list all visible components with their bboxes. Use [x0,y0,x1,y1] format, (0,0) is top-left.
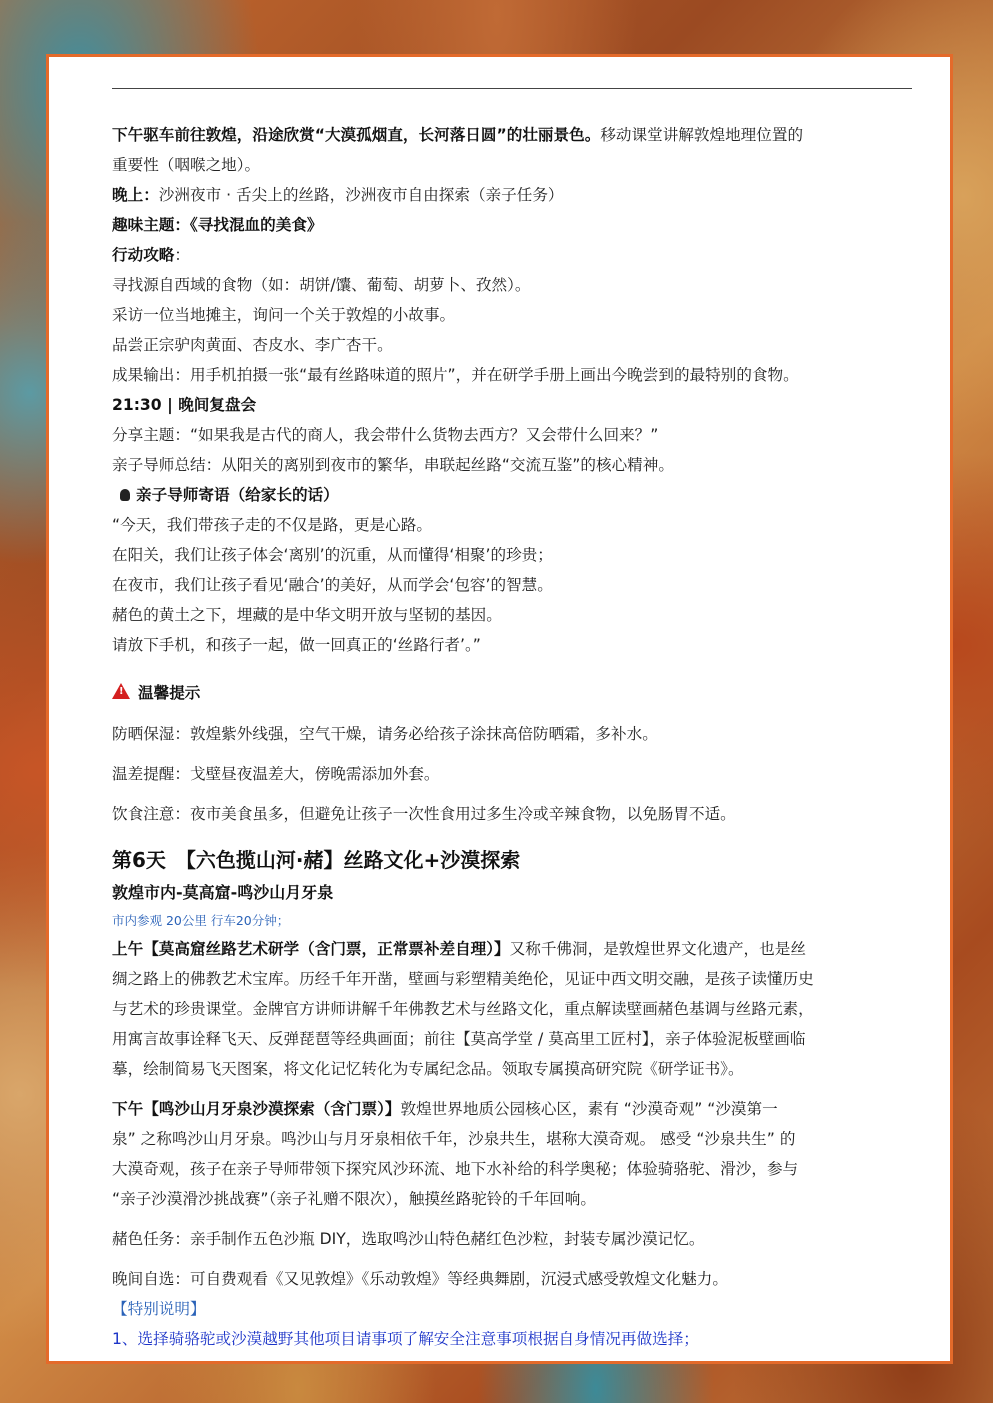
lightbulb-icon [120,489,130,501]
day6-route: 敦煌市内-莫高窟-鸣沙山月牙泉 [112,883,334,902]
document-page [46,54,953,1364]
tips-heading: 温馨提示 [138,684,201,702]
special-item: 1、选择骑骆驼或沙漠越野其他项目请事项了解安全注意事项根据自身情况再做选择； [112,1330,699,1348]
mentor-heading-line [112,486,339,505]
day6-transport: 市内参观 20公里 行车20分钟； [112,913,290,928]
afternoon-drive-bold: 下午驱车前往敦煌，沿途欣赏“大漠孤烟直，长河落日圆”的壮丽景色。 [112,126,601,144]
theme-text: 《寻找混血的美食》 [189,216,323,234]
action-item: 寻找源自西域的食物（如：胡饼/馕、葡萄、胡萝卜、孜然）。 [112,276,531,294]
review-summary: 亲子导师总结：从阳关的离别到夜市的繁华，串联起丝路“交流互鉴”的核心精神。 [112,456,674,474]
action-colon: ： [174,246,190,264]
afternoon-heading: 下午【鸣沙山月牙泉沙漠探索（含门票）】 [112,1100,401,1118]
afternoon-line: “亲子沙漠滑沙挑战赛”（亲子礼赠不限次），触摸丝路驼铃的千年回响。 [112,1190,596,1208]
ochre-task: 赭色任务：亲手制作五色沙瓶 DIY，选取鸣沙山特色赭红色沙粒，封装专属沙漠记忆。 [112,1230,705,1248]
morning-line: 摹，绘制简易飞天图案，将文化记忆转化为专属纪念品。领取专属摸高研究院《研学证书》。 [112,1060,744,1078]
afternoon-drive-line-1 [112,126,803,145]
morning-line: 绸之路上的佛教艺术宝库。历经千年开凿，壁画与彩塑精美绝伦，见证中西文明交融，是孩子读懂历史 [112,970,814,988]
morning-line: 用寓言故事诠释飞天、反弹琵琶等经典画面；前往【莫高学堂 / 莫高里工匠村】，亲子体验泥板壁画临 [112,1030,806,1048]
evening-optional: 晚间自选：可自费观看《又见敦煌》《乐动敦煌》等经典舞剧，沉浸式感受敦煌文化魅力。 [112,1270,728,1288]
action-label: 行动攻略 [112,246,175,264]
mentor-line: 赭色的黄土之下，埋藏的是中华文明开放与坚韧的基因。 [112,606,502,624]
morning-text: 又称千佛洞，是敦煌世界文化遗产，也是丝 [509,940,806,958]
action-line [112,246,190,265]
evening-line [112,186,564,205]
evening-text: 沙洲夜市 · 舌尖上的丝路，沙洲夜市自由探索（亲子任务） [158,186,564,204]
tips-heading-line [112,683,200,703]
mentor-line: “今天，我们带孩子走的不仅是路，更是心路。 [112,516,432,534]
day6-title: 第6天 【六色揽山河·赭】丝路文化+沙漠探索 [112,848,521,872]
tip-item: 防晒保湿：敦煌紫外线强，空气干燥，请务必给孩子涂抹高倍防晒霜，多补水。 [112,725,658,743]
morning-line: 与艺术的珍贵课堂。金牌官方讲师讲解千年佛教艺术与丝路文化，重点解读壁画赭色基调与丝路元素， [112,1000,814,1018]
afternoon-drive-line-2: 重要性（咽喉之地）。 [112,156,261,174]
special-heading: 【特别说明】 [112,1300,206,1318]
header-rule [112,88,912,89]
warning-icon [112,683,130,699]
mentor-line: 在夜市，我们让孩子看见‘融合’的美好，从而学会‘包容’的智慧。 [112,576,553,594]
review-topic: 分享主题：“如果我是古代的商人，我会带什么货物去西方？又会带什么回来？” [112,426,659,444]
morning-line-1 [112,940,806,959]
mentor-heading: 亲子导师寄语（给家长的话） [136,486,339,504]
mentor-line: 请放下手机，和孩子一起，做一回真正的‘丝路行者’。” [112,636,481,654]
theme-line [112,216,323,235]
theme-label: 趣味主题： [112,216,190,234]
afternoon-line: 大漠奇观，孩子在亲子导师带领下探究风沙环流、地下水补给的科学奥秘；体验骑骆驼、滑沙，参与 [112,1160,799,1178]
review-heading: 21:30 | 晚间复盘会 [112,396,257,414]
afternoon-drive-rest: 移动课堂讲解敦煌地理位置的 [600,126,804,144]
afternoon-line-1 [112,1100,778,1119]
tip-item: 饮食注意：夜市美食虽多，但避免让孩子一次性食用过多生冷或辛辣食物，以免肠胃不适。 [112,805,736,823]
action-item: 采访一位当地摊主，询问一个关于敦煌的小故事。 [112,306,456,324]
mentor-line: 在阳关，我们让孩子体会‘离别’的沉重，从而懂得‘相聚’的珍贵； [112,546,553,564]
evening-label: 晚上： [112,186,159,204]
tip-item: 温差提醒：戈壁昼夜温差大，傍晚需添加外套。 [112,765,440,783]
action-item: 成果输出：用手机拍摄一张“最有丝路味道的照片”，并在研学手册上画出今晚尝到的最特别的食物。 [112,366,799,384]
morning-heading: 上午【莫高窟丝路艺术研学（含门票，正常票补差自理）】 [112,940,510,958]
afternoon-text: 敦煌世界地质公园核心区，素有 “沙漠奇观” “沙漠第一 [400,1100,778,1118]
action-item: 品尝正宗驴肉黄面、杏皮水、李广杏干。 [112,336,393,354]
afternoon-line: 泉” 之称鸣沙山月牙泉。鸣沙山与月牙泉相依千年，沙泉共生，堪称大漠奇观。 感受 “沙泉共生” 的 [112,1130,796,1148]
